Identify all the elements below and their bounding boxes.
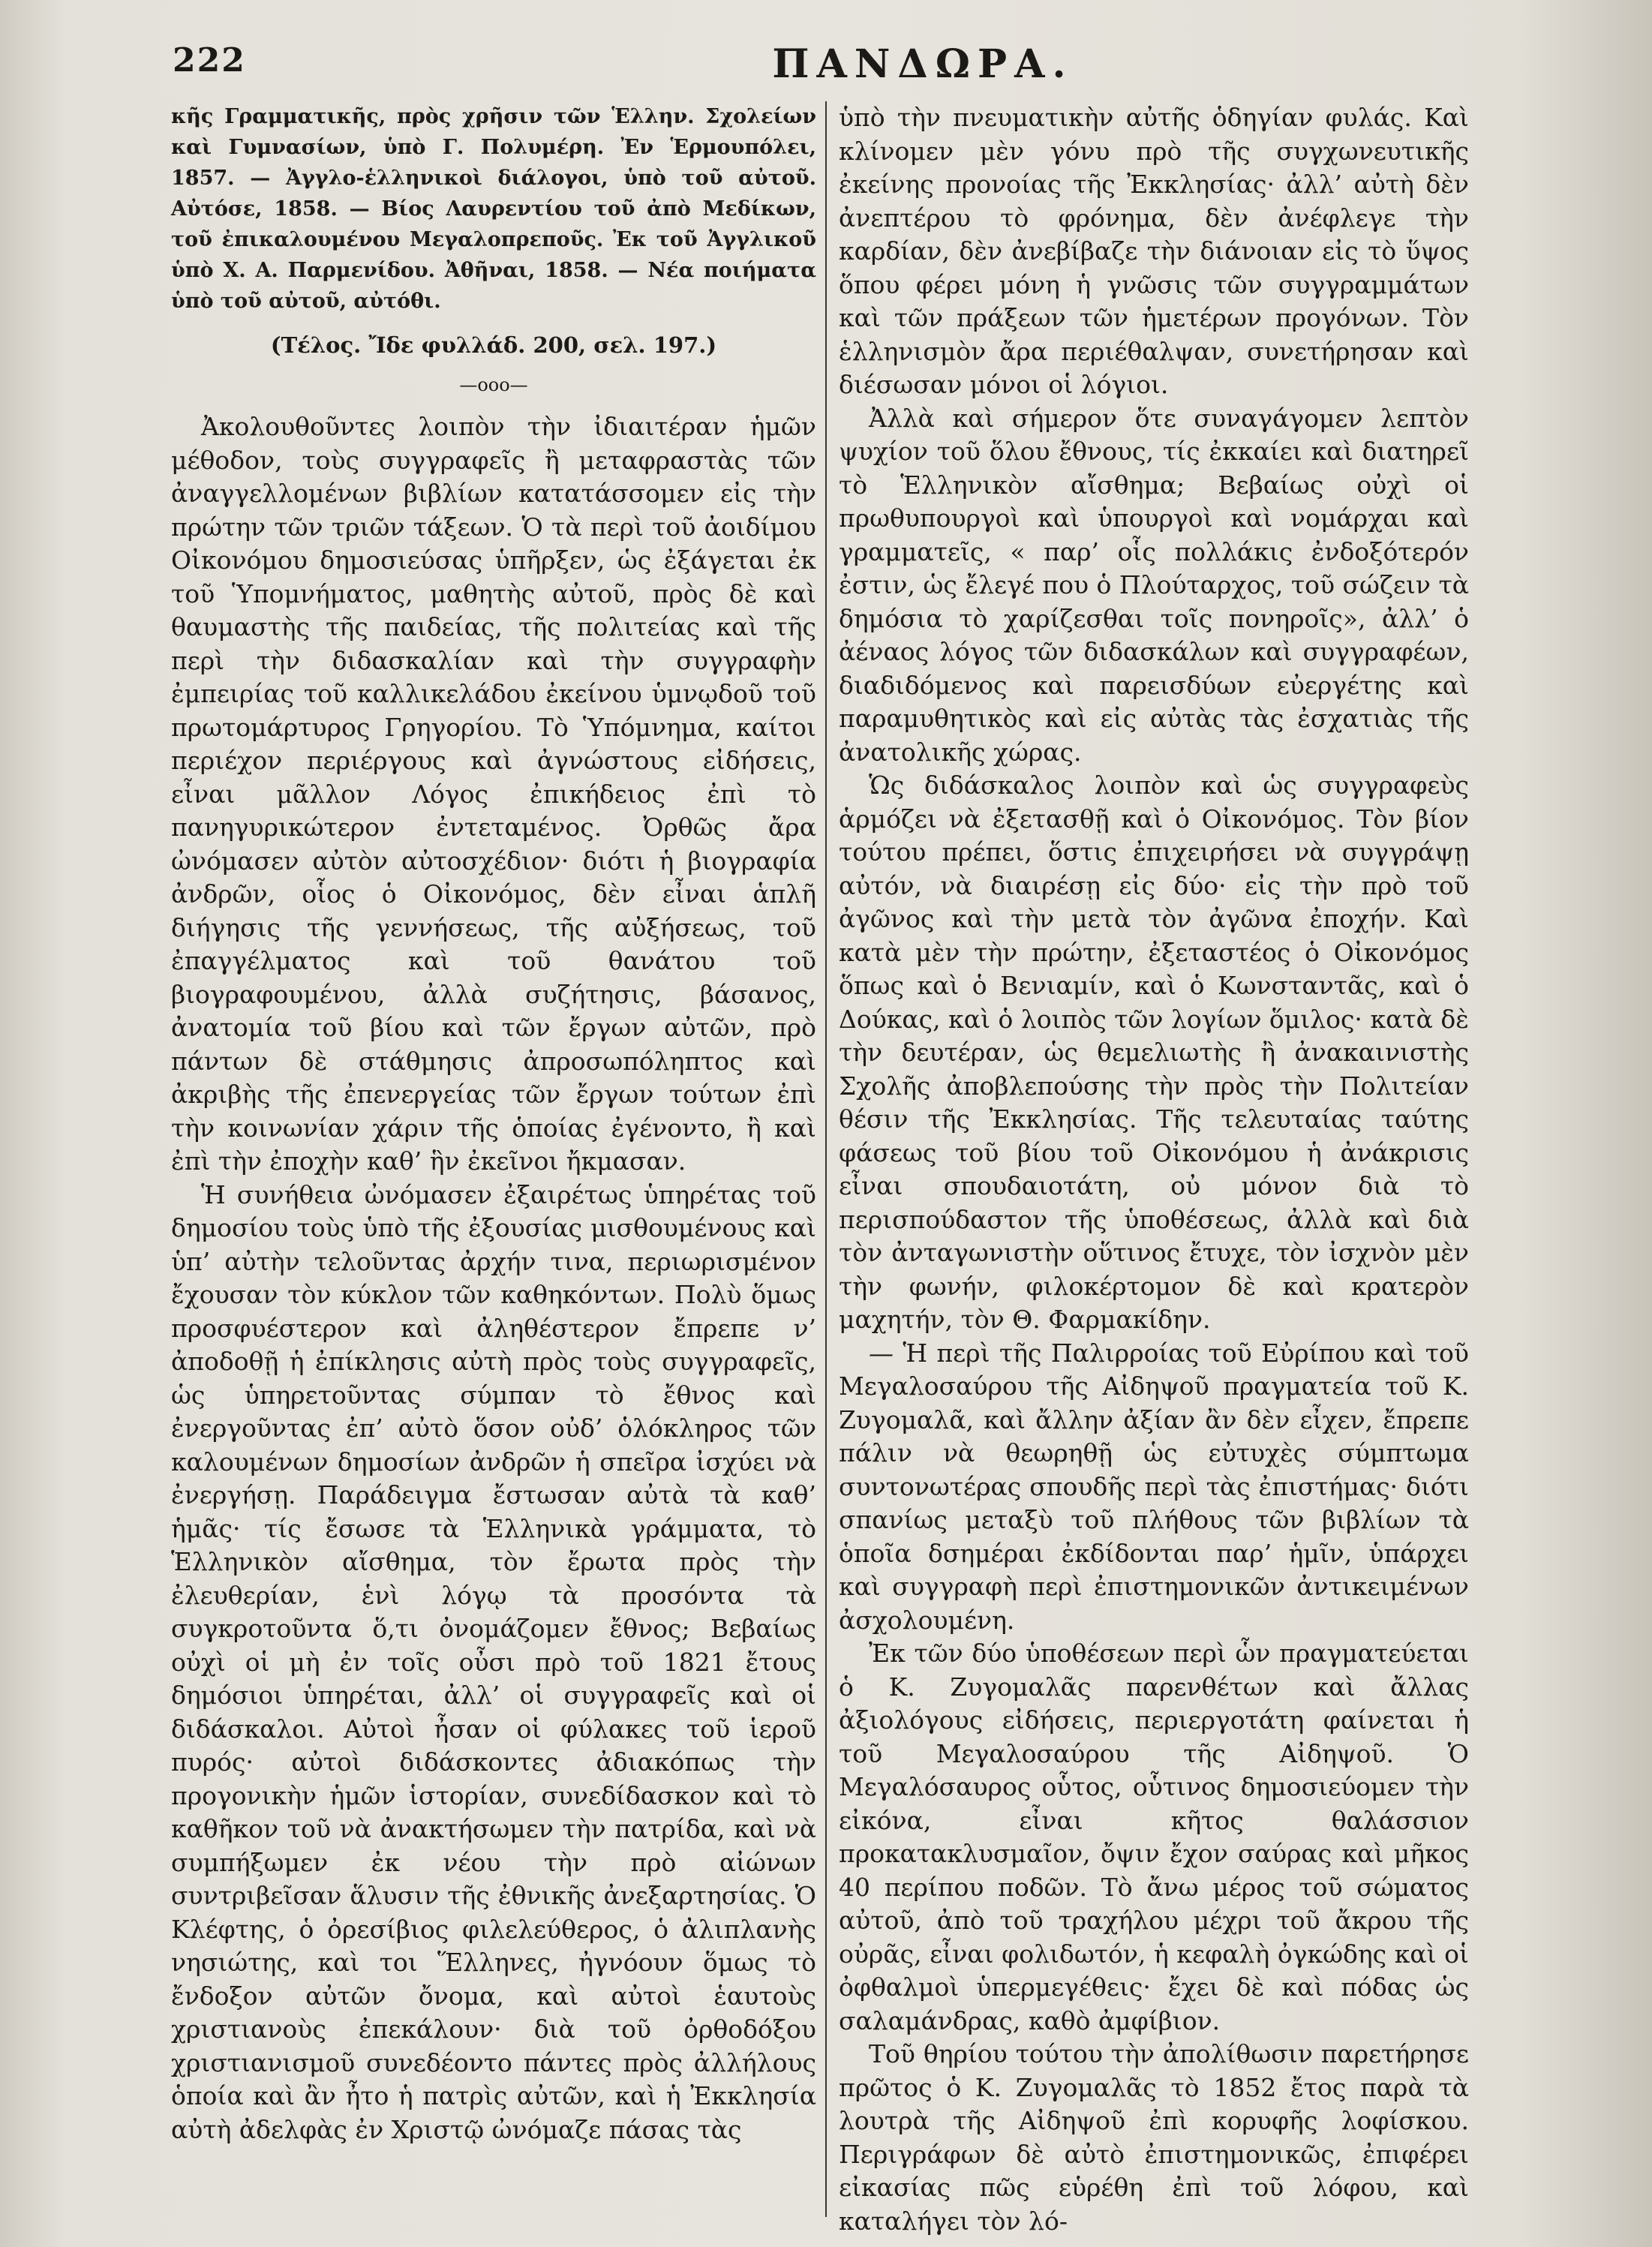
- right-column: [839, 101, 1469, 2238]
- left-column: [171, 101, 816, 2146]
- right-paragraph-3: Ὡς διδάσκαλος λοιπὸν καὶ ὡς συγγραφεὺς ἁρμόζει νὰ ἐξετασθῇ καὶ ὁ Οἰκονόμος. Τὸν βίον τούτου πρέπει, ὅστις ἐπιχειρήσει νὰ συγγράψῃ αὐτόν, νὰ διαιρέσῃ εἰς δύο· εἰς τὴν πρὸ τοῦ ἀγῶνος καὶ τὴν μετὰ τὸν ἀγῶνα ἐποχήν. Καὶ κατὰ μὲν τὴν πρώτην, ἐξεταστέος ὁ Οἰκονόμος ὅπως καὶ ὁ Βενιαμίν, καὶ ὁ Κωνσταντᾶς, καὶ ὁ Δούκας, καὶ ὁ λοιπὸς τῶν λογίων ὅμιλος· κατὰ δὲ τὴν δευτέραν, ὡς θεμελιωτὴς ἢ ἀνακαινιστὴς Σχολῆς ἀποβλεπούσης τὴν πρὸς τὴν Πολιτείαν θέσιν τῆς Ἐκκλησίας. Τῆς τελευταίας ταύτης φάσεως τοῦ βίου τοῦ Οἰκονόμου ἡ ἀνάκρισις εἶναι σπουδαιοτάτη, οὐ μόνον διὰ τὸ περισπούδαστον τῆς ὑποθέσεως, ἀλλὰ καὶ διὰ τὸν ἀνταγωνιστὴν οὕτινος ἔτυχε, τὸν ἰσχνὸν μὲν τὴν φωνήν, φιλοκέρτομον δὲ καὶ κρατερὸν μαχητήν, τὸν Θ. Φαρμακίδην.: [839, 771, 1469, 1334]
- right-paragraph-5: Ἐκ τῶν δύο ὑποθέσεων περὶ ὧν πραγματεύεται ὁ Κ. Ζυγομαλᾶς παρενθέτων καὶ ἄλλας ἀξιολόγους εἰδήσεις, περιεργοτάτη φαίνεται ἡ τοῦ Μεγαλοσαύρου τῆς Αἰδηψοῦ. Ὁ Μεγαλόσαυρος οὗτος, οὗτινος δημοσιεύομεν τὴν εἰκόνα, εἶναι κῆτος θαλάσσιον προκατακλυσμαῖον, ὄψιν ἔχον σαύρας καὶ μῆκος 40 περίπου ποδῶν. Τὸ ἄνω μέρος τοῦ σώματος αὐτοῦ, ἀπὸ τοῦ τραχήλου μέχρι τοῦ ἄκρου τῆς οὐρᾶς, εἶναι φολιδωτόν, ἡ κεφαλὴ ὀγκώδης καὶ οἱ ὀφθαλμοὶ ὑπερμεγέθεις· ἔχει δὲ καὶ πόδας ὡς σαλαμάνδρας, καθὸ ἀμφίβιον.: [839, 1639, 1469, 2035]
- right-paragraph-4: — Ἡ περὶ τῆς Παλιρροίας τοῦ Εὐρίπου καὶ τοῦ Μεγαλοσαύρου τῆς Αἰδηψοῦ πραγματεία τοῦ Κ. Ζυγομαλᾶ, καὶ ἄλλην ἀξίαν ἂν δὲν εἶχεν, ἔπρεπε πάλιν νὰ θεωρηθῇ ὡς εὐτυχὲς σύμπτωμα συντονωτέρας σπουδῆς περὶ τὰς ἐπιστήμας· διότι σπανίως μεταξὺ τοῦ πλήθους τῶν βιβλίων τὰ ὁποῖα δσημέραι ἐκδίδονται παρ’ ἡμῖν, ὑπάρχει καὶ συγγραφὴ περὶ ἐπιστημονικῶν ἀντικειμένων ἀσχολουμένη.: [839, 1338, 1469, 1635]
- journal-title: ΠΑΝΔΩΡΑ.: [772, 41, 1074, 87]
- right-paragraph-2: Ἀλλὰ καὶ σήμερον ὅτε συναγάγομεν λεπτὸν ψυχίον τοῦ ὅλου ἔθνους, τίς ἐκκαίει καὶ διατηρεῖ τὸ Ἑλληνικὸν αἴσθημα; Βεβαίως οὐχὶ οἱ πρωθυπουργοὶ καὶ ὑπουργοὶ καὶ νομάρχαι καὶ γραμματεῖς, « παρ’ οἷς πολλάκις ἐνδοξότερόν ἐστιν, ὡς ἔλεγέ που ὁ Πλούταρχος, τοῦ σώζειν τὰ δημόσια τὸ χαρίζεσθαι τοῖς πονηροῖς», ἀλλ’ ὁ ἀέναος λόγος τῶν διδασκάλων καὶ συγγραφέων, διαδιδόμενος καὶ παρεισδύων εὐεργέτης καὶ παραμυθητικὸς καὶ εἰς αὐτὰς τὰς ἐσχατιὰς τῆς ἀνατολικῆς χώρας.: [839, 403, 1469, 767]
- footnote-continuation: κῆς Γραμματικῆς, πρὸς χρῆσιν τῶν Ἑλλην. Σχολείων καὶ Γυμνασίων, ὑπὸ Γ. Πολυμέρη. Ἐν Ἑρμουπόλει, 1857. — Ἀγγλο-ἑλληνικοὶ διάλογοι, ὑπὸ τοῦ αὐτοῦ. Αὐτόσε, 1858. — Βίος Λαυρεντίου τοῦ ἀπὸ Μεδίκων, τοῦ ἐπικαλουμένου Μεγαλοπρεποῦς. Ἐκ τοῦ Ἀγγλικοῦ ὑπὸ Χ. Α. Παρμενίδου. Ἀθῆναι, 1858. — Νέα ποιήματα ὑπὸ τοῦ αὐτοῦ, αὐτόθι.: [171, 105, 816, 313]
- left-paragraph-2: Ἡ συνήθεια ὠνόμασεν ἐξαιρέτως ὑπηρέτας τοῦ δημοσίου τοὺς ὑπὸ τῆς ἐξουσίας μισθουμένους καὶ ὑπ’ αὐτὴν τελοῦντας ἀρχήν τινα, περιωρισμένον ἔχουσαν τὸν κύκλον τῶν καθηκόντων. Πολὺ ὅμως προσφυέστερον καὶ ἀληθέστερον ἔπρεπε ν’ ἀποδοθῇ ἡ ἐπίκλησις αὐτὴ πρὸς τοὺς συγγραφεῖς, ὡς ὑπηρετοῦντας σύμπαν τὸ ἔθνος καὶ ἐνεργοῦντας ἐπ’ αὐτὸ ὅσον οὐδ’ ὁλόκληρος τῶν καλουμένων δημοσίων ἀνδρῶν ἡ σπεῖρα ἰσχύει νὰ ἐνεργήσῃ. Παράδειγμα ἔστωσαν αὐτὰ τὰ καθ’ ἡμᾶς· τίς ἔσωσε τὰ Ἑλληνικὰ γράμματα, τὸ Ἑλληνικὸν αἴσθημα, τὸν ἔρωτα πρὸς τὴν ἐλευθερίαν, ἑνὶ λόγῳ τὰ προσόντα τὰ συγκροτοῦντα ὅ,τι ὀνομάζομεν ἔθνος; Βεβαίως οὐχὶ οἱ μὴ ἐν τοῖς οὖσι πρὸ τοῦ 1821 ἔτους δημόσιοι ὑπηρέται, ἀλλ’ οἱ συγγραφεῖς καὶ οἱ διδάσκαλοι. Αὐτοὶ ἦσαν οἱ φύλακες τοῦ ἱεροῦ πυρός· αὐτοὶ διδάσκοντες ἀδιακόπως τὴν προγονικὴν ἡμῶν ἱστορίαν, συνεδίδασκον καὶ τὸ καθῆκον τοῦ νὰ ἀνακτήσωμεν τὴν πατρίδα, καὶ νὰ συμπήξωμεν ἐκ νέου τὴν πρὸ αἰώνων συντριβεῖσαν ἅλυσιν τῆς ἐθνικῆς ἀνεξαρτησίας. Ὁ Κλέφτης, ὁ ὀρεσίβιος φιλελεύθερος, ὁ ἀλιπλανὴς νησιώτης, καὶ τοι Ἕλληνες, ἠγνόουν ὅμως τὸ ἔνδοξον αὐτῶν ὄνομα, καὶ αὐτοὶ ἑαυτοὺς χριστιανοὺς ἐπεκάλουν· διὰ τοῦ ὀρθοδόξου χριστιανισμοῦ συνεδέοντο πάντες πρὸς ἀλλήλους ὁποία καὶ ἂν ἦτο ἡ πατρὶς αὐτῶν, καὶ ἡ Ἐκκλησία αὐτὴ ἀδελφὰς ἐν Χριστῷ ὠνόμαζε πάσας τὰς: [171, 1179, 816, 2144]
- left-paragraph-1: Ἀκολουθοῦντες λοιπὸν τὴν ἰδιαιτέραν ἡμῶν μέθοδον, τοὺς συγγραφεῖς ἢ μεταφραστὰς τῶν ἀναγγελλομένων βιβλίων κατατάσσομεν εἰς τὴν πρώτην τῶν τριῶν τάξεων. Ὁ τὰ περὶ τοῦ ἀοιδίμου Οἰκονόμου δημοσιεύσας ὑπῆρξεν, ὡς ἐξάγεται ἐκ τοῦ Ὑπομνήματος, μαθητὴς αὐτοῦ, πρὸς δὲ καὶ θαυμαστὴς τῆς παιδείας, τῆς πολιτείας καὶ τῆς περὶ τὴν διδασκαλίαν καὶ τὴν συγγραφὴν ἐμπειρίας τοῦ καλλικελάδου ἐκείνου ὑμνῳδοῦ τοῦ πρωτομάρτυρος Γρηγορίου. Τὸ Ὑπόμνημα, καίτοι περιέχον περιέργους καὶ ἀγνώστους εἰδήσεις, εἶναι μᾶλλον Λόγος ἐπικήδειος ἐπὶ τὸ πανηγυρικώτερον ἐντεταμένος. Ὀρθῶς ἄρα ὠνόμασεν αὐτὸν αὐτοσχέδιον· διότι ἡ βιογραφία ἀνδρῶν, οἷος ὁ Οἰκονόμος, δὲν εἶναι ἁπλῆ διήγησις τῆς γεννήσεως, τῆς αὐξήσεως, τοῦ ἐπαγγέλματος καὶ τοῦ θανάτου τοῦ βιογραφουμένου, ἀλλὰ συζήτησις, βάσανος, ἀνατομία τοῦ βίου καὶ τῶν ἔργων αὐτῶν, πρὸ πάντων δὲ στάθμησις ἀπροσωπόληπτος καὶ ἀκριβὴς τῆς ἐπενεργείας τῶν ἔργων τούτων ἐπὶ τὴν κοινωνίαν χάριν τῆς ὁποίας ἐγένοντο, ἢ καὶ ἐπὶ τὴν ἐποχὴν καθ’ ἣν ἐκεῖνοι ἤκμασαν.: [171, 412, 816, 1176]
- end-note: (Τέλος. Ἴδε φυλλάδ. 200, σελ. 197.): [270, 332, 717, 358]
- right-paragraph-1: ὑπὸ τὴν πνευματικὴν αὐτῆς ὁδηγίαν φυλάς. Καὶ κλίνομεν μὲν γόνυ πρὸ τῆς συγχωνευτικῆς ἐκείνης προνοίας τῆς Ἐκκλησίας· ἀλλ’ αὐτὴ δὲν ἀνεπτέρου τὸ φρόνημα, δὲν ἀνέφλεγε τὴν καρδίαν, δὲν ἀνεβίβαζε τὴν διάνοιαν εἰς τὸ ὕψος ὅπου φέρει μόνη ἡ γνῶσις τῶν συγγραμμάτων καὶ τῶν πράξεων τῶν ἡμετέρων προγόνων. Τὸν ἑλληνισμὸν ἄρα περιέθαλψαν, συνετήρησαν καὶ διέσωσαν μόνοι οἱ λόγιοι.: [839, 103, 1469, 399]
- section-separator: —ooo—: [459, 374, 528, 395]
- column-divider: [825, 101, 827, 2217]
- right-paragraph-6: Τοῦ θηρίου τούτου τὴν ἀπολίθωσιν παρετήρησε πρῶτος ὁ Κ. Ζυγομαλᾶς τὸ 1852 ἔτος παρὰ τὰ λουτρὰ τῆς Αἰδηψοῦ ἐπὶ κορυφῆς λοφίσκου. Περιγράφων δὲ αὐτὸ ἐπιστημονικῶς, ἐπιφέρει εἰκασίας πῶς εὑρέθη ἐπὶ τοῦ λόφου, καὶ καταλήγει τὸν λό-: [839, 2039, 1469, 2236]
- page-header: [173, 41, 1448, 94]
- page-number: 222: [173, 41, 246, 80]
